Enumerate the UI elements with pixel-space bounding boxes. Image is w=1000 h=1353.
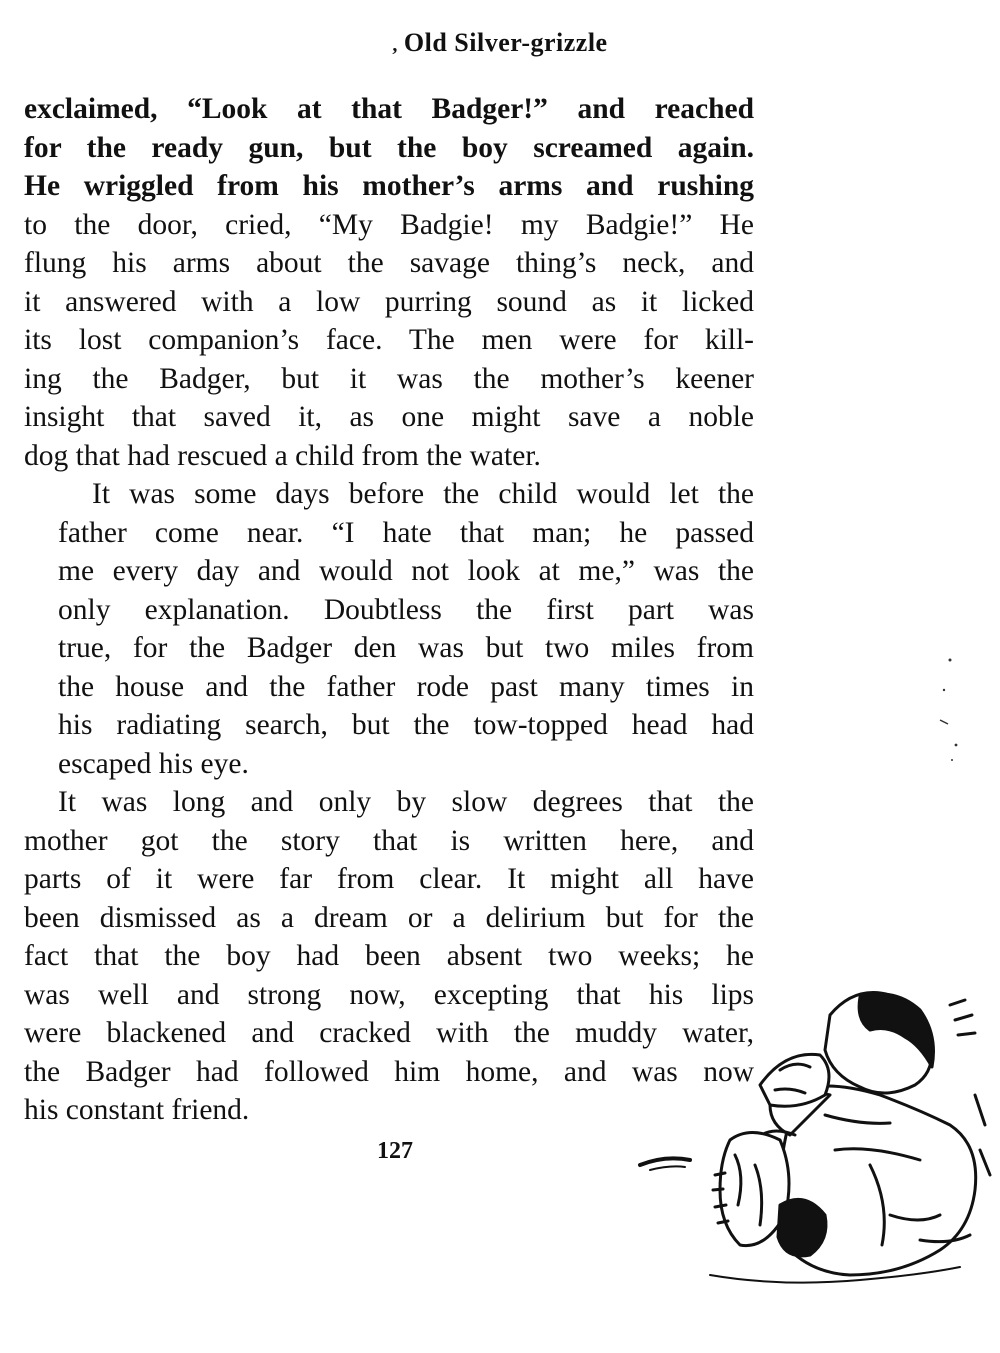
text-line: the house and the father rode past many times in	[58, 670, 754, 703]
text-line: ing the Badger, but it was the mother’s keener	[24, 362, 754, 395]
text-line: flung his arms about the savage thing’s neck, and	[24, 247, 754, 279]
running-title: Old Silver-grizzle	[403, 28, 608, 57]
text-line: been dismissed as a dream or a delirium but for the	[24, 901, 754, 934]
text-line: was well and strong now, excepting that his lips	[24, 978, 754, 1011]
text-line: parts of it were far from clear. It might all have	[24, 863, 754, 895]
text-line: exclaimed, “Look at that Badger!” and reached	[24, 93, 754, 125]
text-line: It was long and only by slow degrees that the	[58, 786, 754, 818]
text-line: it answered with a low purring sound as it licked	[24, 285, 754, 318]
text-line: fact that the boy had been absent two weeks; he	[24, 940, 754, 972]
text-line: dog that had rescued a child from the water.	[24, 439, 541, 472]
text-line: mother got the story that is written here, and	[24, 824, 754, 857]
text-line: escaped his eye.	[58, 747, 249, 780]
text-line: father come near. “I hate that man; he passed	[58, 516, 754, 549]
text-line: his radiating search, but the tow-topped head had	[58, 709, 754, 741]
boy-and-badger-illustration	[620, 975, 1000, 1305]
text-line: only explanation. Doubtless the first part was	[58, 593, 754, 626]
text-line: its lost companion’s face. The men were for kill-	[24, 324, 754, 356]
text-line: He wriggled from his mother’s arms and rushing	[24, 170, 754, 202]
ink-specks	[930, 650, 970, 770]
text-line: me every day and would not look at me,” was the	[58, 555, 754, 587]
text-line: true, for the Badger den was but two miles from	[58, 632, 754, 664]
body-text	[24, 90, 754, 1130]
text-line: were blackened and cracked with the muddy water,	[24, 1017, 754, 1049]
text-line: the Badger had followed him home, and was now	[24, 1055, 754, 1088]
paragraph-1	[24, 90, 754, 475]
text-line: It was some days before the child would let the	[92, 478, 754, 510]
text-line: his constant friend.	[24, 1094, 250, 1126]
running-head-mark: ,	[392, 34, 398, 56]
text-line: for the ready gun, but the boy screamed again.	[24, 131, 754, 164]
text-line: to the door, cried, “My Badgie! my Badgie!” He	[24, 208, 754, 241]
running-head	[0, 28, 1000, 58]
paragraph-2	[24, 475, 754, 783]
page-number: 127	[377, 1138, 413, 1164]
text-line: insight that saved it, as one might save a noble	[24, 401, 754, 433]
